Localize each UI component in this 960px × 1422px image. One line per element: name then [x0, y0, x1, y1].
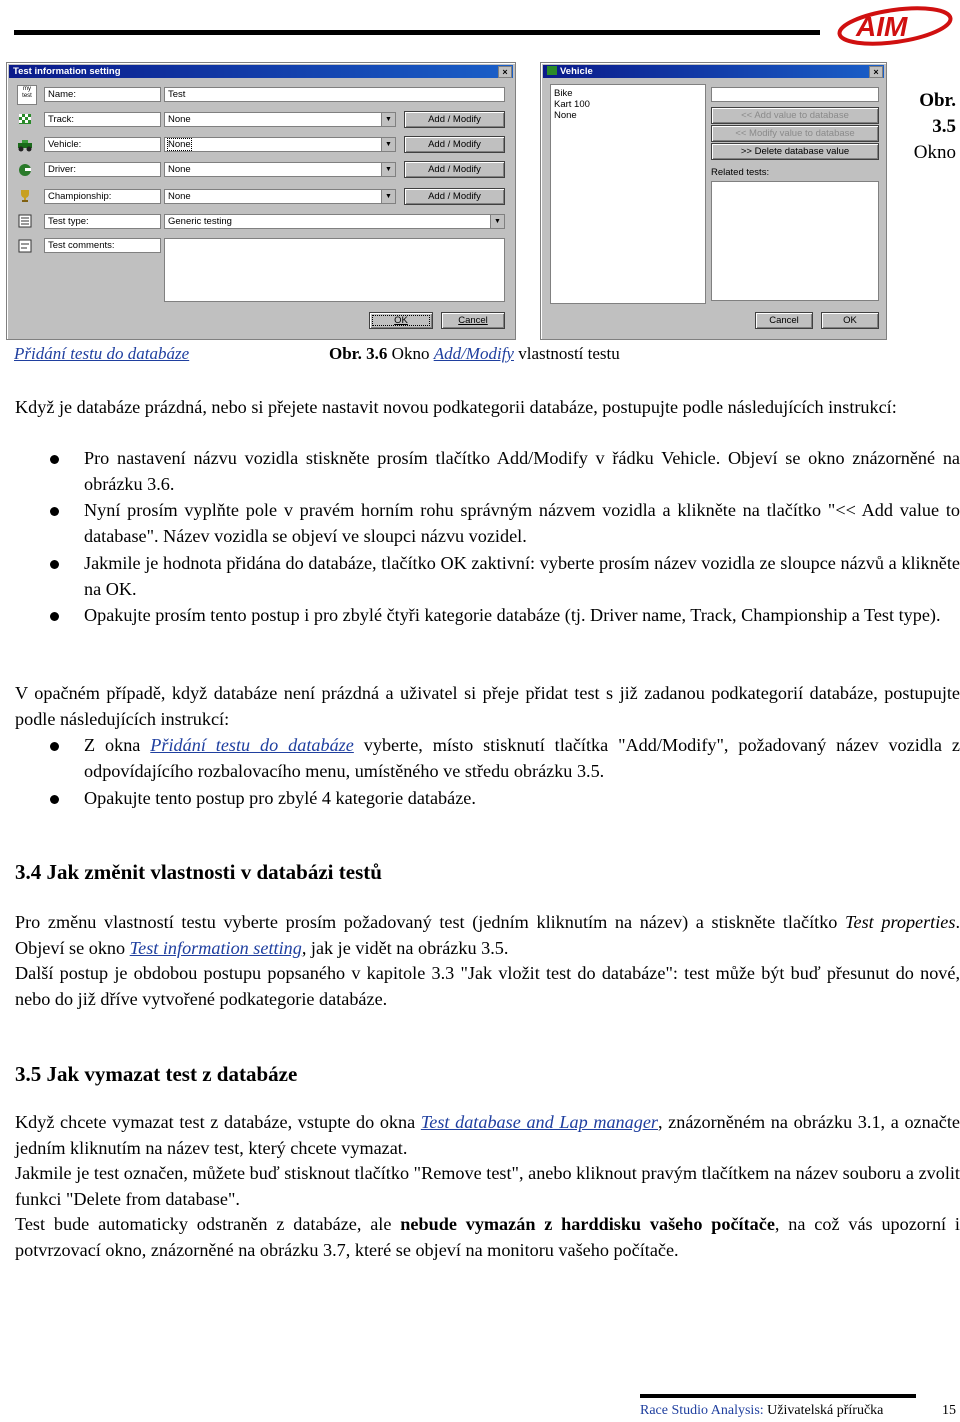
inline-link[interactable]: Test database and Lap manager — [420, 1112, 658, 1132]
bullet-icon — [50, 560, 59, 569]
text-span: , jak je vidět na obrázku 3.5. — [301, 937, 509, 958]
track-select-value: None — [168, 114, 191, 125]
chevron-down-icon[interactable]: ▼ — [381, 190, 395, 203]
add-modify-championship-button[interactable]: Add / Modify — [404, 188, 505, 205]
ok-button[interactable]: OK — [821, 312, 879, 329]
section-heading-3-4: 3.4 Jak změnit vlastnosti v databázi testů — [15, 860, 382, 884]
sec35-paragraph-2: Jakmile je test označen, můžete buď stisknout tlačítko "Remove test", anebo kliknout pravým tlačítkem na název souboru a zvolit funkci "Delete from database". — [15, 1163, 960, 1209]
dialog-titlebar — [543, 65, 884, 78]
bullet-icon — [50, 795, 59, 804]
test-comments-label: Test comments: — [44, 238, 161, 253]
chevron-down-icon[interactable]: ▼ — [381, 138, 395, 151]
close-icon[interactable]: × — [869, 66, 883, 78]
cancel-label: Cancel — [458, 315, 488, 326]
vehicle-dialog — [540, 62, 887, 340]
vehicle-icon — [17, 137, 33, 153]
sec35-paragraph-1 — [15, 1110, 960, 1161]
text-span: Test properties — [845, 912, 956, 932]
text-span: , na což vás upozorní i potvrzovací okno, znázorněné na obrázku 3.7, které se objeví na monitoru vašeho počítače. — [15, 1214, 960, 1260]
bullet-icon — [50, 455, 59, 464]
list-item: Pro nastavení názvu vozidla stiskněte prosím tlačítko Add/Modify v řádku Vehicle. Objeví se okno znázorněné na obrázku 3.6. — [84, 448, 960, 494]
paragraph-intro: Když je databáze prázdná, nebo si přejete nastavit novou podkategorii databáze, postupujte podle následujících instrukcí: — [15, 397, 897, 417]
dialog-title: Vehicle — [560, 66, 593, 77]
driver-select-value: None — [168, 164, 191, 175]
inline-link[interactable]: Test information setting — [129, 937, 302, 958]
caption-fig-3-6 — [329, 344, 620, 364]
vehicle-small-icon — [547, 66, 557, 75]
text-span: , znázorněném na obrázku 3.1, a označte jedním kliknutím na název test, který chcete vymazat. — [15, 1112, 960, 1158]
chevron-down-icon[interactable]: ▼ — [381, 113, 395, 126]
vehicle-list[interactable] — [550, 84, 706, 304]
name-label: Name: — [44, 87, 161, 102]
track-flag-icon — [17, 112, 33, 128]
vehicle-label: Vehicle: — [44, 137, 161, 152]
vehicle-name-input[interactable] — [711, 87, 879, 102]
my-test-icon: my test — [17, 85, 37, 105]
vehicle-select[interactable] — [164, 137, 396, 152]
add-modify-track-button[interactable]: Add / Modify — [404, 111, 505, 128]
header-rule — [14, 30, 820, 35]
text-span: Pro změnu vlastností testu vyberte prosím požadovaný test (jedním kliknutím na název) a stiskněte tlačítko — [15, 912, 846, 932]
close-icon[interactable]: × — [498, 66, 512, 78]
page-number: 15 — [942, 1403, 956, 1418]
driver-select[interactable] — [164, 162, 396, 177]
name-input[interactable]: Test — [164, 87, 505, 102]
text-span: . Objeví se okno — [15, 912, 960, 958]
sec34-paragraph-2: Další postup je obdobou postupu popsaného v kapitole 3.3 "Jak vložit test do databáze": test může být buď přesunut do nové, nebo do již dříve vytvořené podkategorie databáze. — [15, 963, 960, 1009]
test-comments-textarea[interactable] — [164, 238, 505, 302]
caption-left[interactable]: Přidání testu do databáze — [14, 344, 190, 363]
driver-helmet-icon — [17, 162, 33, 178]
list-item[interactable]: Kart 100 — [554, 99, 590, 110]
section-heading-3-5: 3.5 Jak vymazat test z databáze — [15, 1062, 298, 1086]
figure-label-3-5 — [896, 88, 956, 166]
caption-link[interactable]: Add/Modify — [433, 344, 514, 363]
caption-fig-number: Obr. 3.6 — [329, 344, 388, 363]
paragraph-else: V opačném případě, když databáze není prázdná a uživatel si přeje přidat test s již zadanou podkategorií databáze, postupujte podle následujících instrukcí: — [15, 683, 960, 729]
footer-title — [640, 1403, 883, 1419]
list-item-link[interactable]: Přidání testu do databáze — [150, 735, 354, 755]
modify-value-button[interactable]: << Modify value to database — [711, 125, 879, 142]
ok-label: OK — [394, 315, 408, 326]
test-type-icon — [17, 213, 33, 229]
list-item-post: vyberte, místo stisknutí tlačítka "Add/Modify", požadovaný název vozidla z odpovídajícího rozbalovacího menu, umístěného ve středu obrázku 3.5. — [84, 735, 960, 781]
ok-button[interactable] — [369, 312, 433, 329]
delete-value-button[interactable]: >> Delete database value — [711, 143, 879, 160]
sec34-paragraph-1 — [15, 910, 960, 961]
fig-label-line2: 3.5 — [932, 116, 956, 137]
test-comments-icon — [17, 238, 33, 254]
list-item: Opakujte tento postup pro zbylé 4 kategorie databáze. — [84, 788, 476, 808]
fig-label-line1: Obr. — [919, 90, 956, 111]
footer-rule — [640, 1394, 916, 1398]
championship-label: Championship: — [44, 189, 161, 204]
bullet-icon — [50, 507, 59, 516]
add-value-button[interactable]: << Add value to database — [711, 107, 879, 124]
aim-logo — [836, 4, 954, 46]
list-item-pre: Z okna — [84, 735, 151, 755]
vehicle-select-value: None — [168, 139, 191, 150]
footer-title-text: Uživatelská příručka — [763, 1403, 884, 1418]
cancel-button[interactable] — [441, 312, 505, 329]
text-span: Test bude automaticky odstraněn z databáze, ale — [15, 1214, 401, 1234]
list-item — [84, 733, 960, 784]
championship-select-value: None — [168, 191, 191, 202]
list-item: Opakujte prosím tento postup i pro zbylé čtyři kategorie databáze (tj. Driver name, Track, Championship a Test type). — [84, 605, 941, 625]
sec35-paragraph-3 — [15, 1212, 960, 1263]
championship-select[interactable] — [164, 189, 396, 204]
text-span: Když chcete vymazat test z databáze, vstupte do okna — [15, 1112, 421, 1132]
test-type-label: Test type: — [44, 214, 161, 229]
cancel-button[interactable]: Cancel — [755, 312, 813, 329]
list-item[interactable]: None — [554, 110, 577, 121]
list-item: Jakmile je hodnota přidána do databáze, tlačítko OK zaktivní: vyberte prosím název vozidla ze sloupce názvů a klikněte na OK. — [84, 553, 960, 599]
chevron-down-icon[interactable]: ▼ — [381, 163, 395, 176]
fig-label-line3: Okno — [913, 142, 956, 163]
driver-label: Driver: — [44, 162, 161, 177]
logo-text: AIM — [856, 11, 908, 42]
track-select[interactable] — [164, 112, 396, 127]
caption-tail: vlastností testu — [513, 344, 620, 363]
text-span-bold: nebude vymazán z harddisku vašeho počítače — [400, 1214, 775, 1234]
bullet-icon — [50, 742, 59, 751]
caption-text: Okno — [387, 344, 434, 363]
list-item[interactable]: Bike — [554, 88, 573, 99]
add-modify-driver-button[interactable]: Add / Modify — [404, 161, 505, 178]
related-tests-list[interactable] — [711, 181, 879, 301]
footer-brand: Race Studio Analysis: — [640, 1403, 764, 1418]
related-tests-label: Related tests: — [711, 167, 770, 178]
test-type-select-value: Generic testing — [168, 216, 232, 227]
track-label: Track: — [44, 112, 161, 127]
championship-trophy-icon — [17, 188, 33, 204]
dialog-titlebar — [9, 65, 513, 78]
chevron-down-icon[interactable]: ▼ — [490, 215, 504, 228]
test-type-select[interactable] — [164, 214, 505, 229]
bullet-icon — [50, 612, 59, 621]
add-modify-vehicle-button[interactable]: Add / Modify — [404, 136, 505, 153]
dialog-title: Test information setting — [13, 66, 121, 77]
list-item: Nyní prosím vyplňte pole v pravém horním rohu správným názvem vozidla a klikněte na tlačítko "<< Add value to database". Název vozidla se objeví ve sloupci názvu vozidel. — [84, 500, 960, 546]
test-information-dialog — [6, 62, 516, 340]
